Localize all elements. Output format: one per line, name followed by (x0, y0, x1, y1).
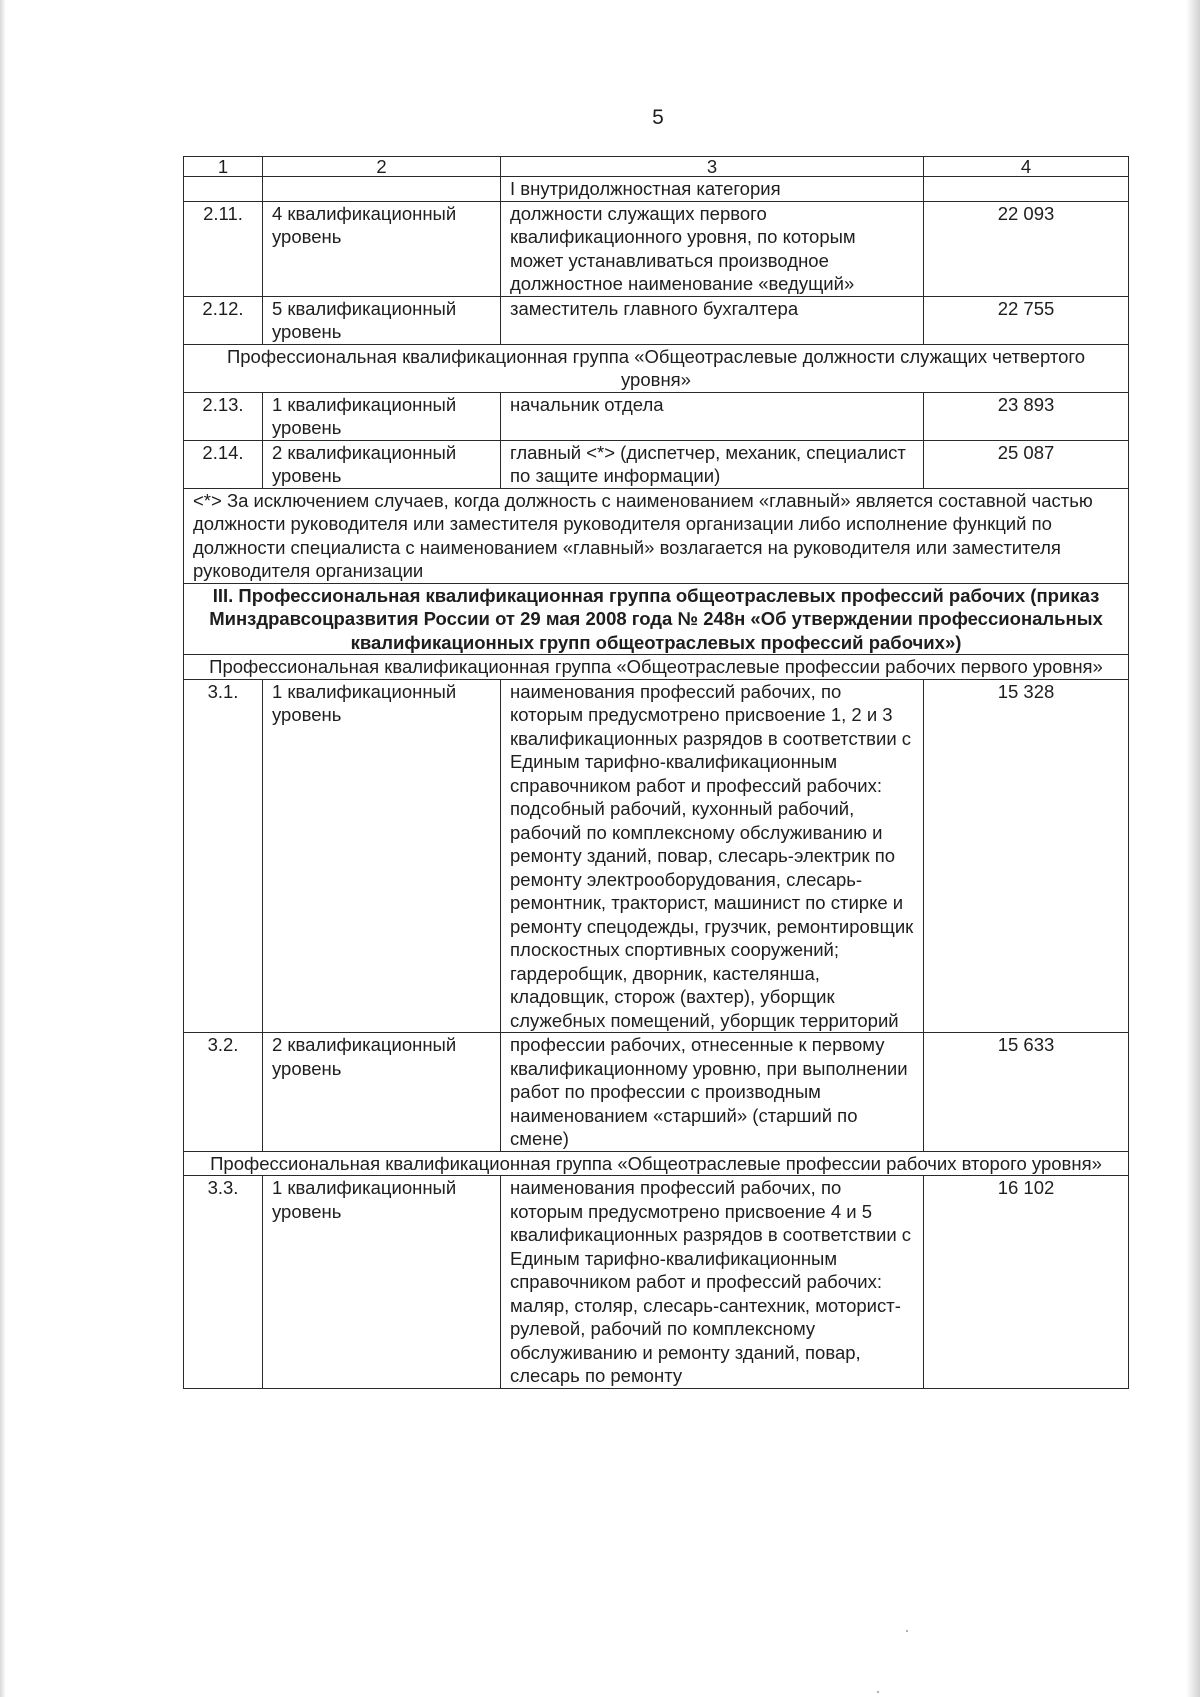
header-cell-4: 4 (924, 157, 1129, 177)
group-heading-workers-2nd: Профессиональная квалификационная группа «Общеотраслевые профессии рабочих второго уровня» (184, 1151, 1129, 1176)
scan-edge-right (1186, 0, 1200, 1697)
scan-speck (877, 1691, 879, 1693)
qualification-level: 1 квалификационный уровень (263, 392, 501, 440)
group-heading-workers-1st: Профессиональная квалификационная группа «Общеотраслевые профессии рабочих первого уровня» (184, 655, 1129, 680)
group-heading-4th-level: Профессиональная квалификационная группа «Общеотраслевые должности служащих четвертого уровня» (184, 344, 1129, 392)
salary-value: 22 093 (924, 201, 1129, 296)
table-row (184, 201, 1129, 296)
row-number: 2.12. (184, 296, 263, 344)
group-heading-row (184, 655, 1129, 680)
section-iii-heading: III. Профессиональная квалификационная группа общеотраслевых профессий рабочих (приказ Минздравсоцразвития России от 29 мая 2008 года № 248н «Об утверждении профессиональных квалификационных групп общеотраслевых профессий рабочих») (184, 583, 1129, 655)
row-number: 3.2. (184, 1033, 263, 1152)
salary-value: 15 633 (924, 1033, 1129, 1152)
salary-value: 23 893 (924, 392, 1129, 440)
salary-value: 15 328 (924, 679, 1129, 1033)
scan-edge-left (0, 0, 6, 1697)
group-heading-row (184, 344, 1129, 392)
table-row (184, 296, 1129, 344)
row-number: 3.1. (184, 679, 263, 1033)
row-number: 2.13. (184, 392, 263, 440)
positions-description: заместитель главного бухгалтера (501, 296, 924, 344)
positions-description: наименования профессий рабочих, по которым предусмотрено присвоение 1, 2 и 3 квалификационных разрядов в соответствии с Единым тарифно-квалификационным справочником работ и профессий рабочих: подсобный рабочий, кухонный рабочий, рабочий по комплексному обслуживанию и ремонту зданий, повар, слесарь-электрик по ремонту электрооборудования, слесарь-ремонтник, тракторист, машинист по стирке и ремонту спецодежды, грузчик, ремонтировщик плоскостных спортивных сооружений; гардеробщик, дворник, кастелянша, кладовщик, сторож (вахтер), уборщик служебных помещений, уборщик территорий (501, 679, 924, 1033)
footnote-row (184, 488, 1129, 583)
qualification-level: 2 квалификационный уровень (263, 1033, 501, 1152)
row-number: 2.11. (184, 201, 263, 296)
qualification-level (263, 177, 501, 202)
qualification-level: 5 квалификационный уровень (263, 296, 501, 344)
page-number: 5 (652, 106, 664, 129)
qualification-level: 1 квалификационный уровень (263, 1176, 501, 1389)
salary-value: 16 102 (924, 1176, 1129, 1389)
table-row (184, 1033, 1129, 1152)
qualification-level: 4 квалификационный уровень (263, 201, 501, 296)
positions-description: I внутридолжностная категория (501, 177, 924, 202)
footnote: <*> За исключением случаев, когда должность с наименованием «главный» является составной частью должности руководителя или заместителя руководителя организации либо исполнение функций по должности специалиста с наименованием «главный» возлагается на руководителя или заместителя руководителя организации (184, 488, 1129, 583)
table-row (184, 392, 1129, 440)
table-row (184, 679, 1129, 1033)
table-header-row (184, 157, 1129, 177)
qualification-level: 2 квалификационный уровень (263, 440, 501, 488)
group-heading-row (184, 1151, 1129, 1176)
row-number: 2.14. (184, 440, 263, 488)
positions-description: профессии рабочих, отнесенные к первому квалификационному уровню, при выполнении работ по профессии с производным наименованием «старший» (старший по смене) (501, 1033, 924, 1152)
positions-description: главный <*> (диспетчер, механик, специалист по защите информации) (501, 440, 924, 488)
salary-value (924, 177, 1129, 202)
salary-value: 22 755 (924, 296, 1129, 344)
scan-speck (906, 1630, 908, 1632)
row-number (184, 177, 263, 202)
section-heading-row (184, 583, 1129, 655)
row-number: 3.3. (184, 1176, 263, 1389)
positions-description: должности служащих первого квалификационного уровня, по которым может устанавливаться производное должностное наименование «ведущий» (501, 201, 924, 296)
positions-description: начальник отдела (501, 392, 924, 440)
table-row (184, 1176, 1129, 1389)
header-cell-2: 2 (263, 157, 501, 177)
positions-description: наименования профессий рабочих, по которым предусмотрено присвоение 4 и 5 квалификационных разрядов в соответствии с Единым тарифно-квалификационным справочником работ и профессий рабочих: маляр, столяр, слесарь-сантехник, моторист-рулевой, рабочий по комплексному обслуживанию и ремонту зданий, повар, слесарь по ремонту (501, 1176, 924, 1389)
table-row (184, 177, 1129, 202)
salary-value: 25 087 (924, 440, 1129, 488)
header-cell-1: 1 (184, 157, 263, 177)
salary-table (183, 156, 1129, 1389)
qualification-level: 1 квалификационный уровень (263, 679, 501, 1033)
table-row (184, 440, 1129, 488)
header-cell-3: 3 (501, 157, 924, 177)
